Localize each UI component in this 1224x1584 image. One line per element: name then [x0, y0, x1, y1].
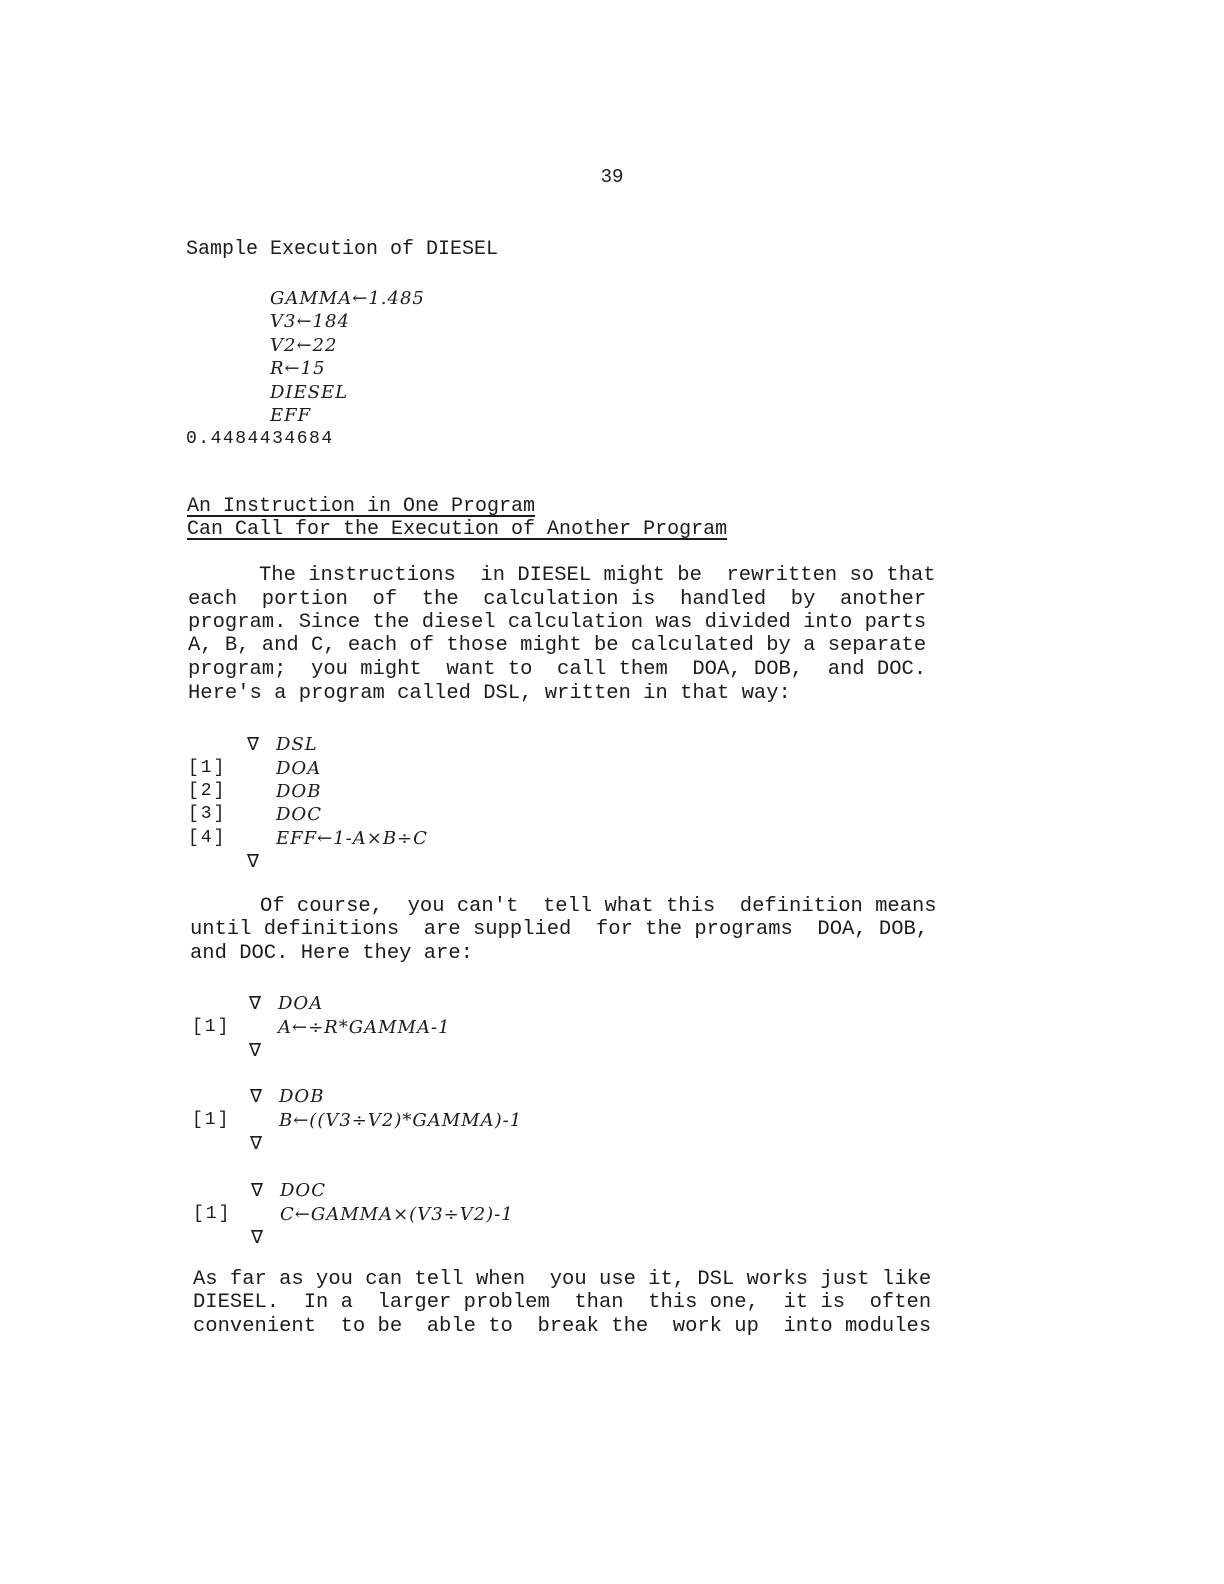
dsl-line-code-3: DOC: [276, 804, 322, 825]
del-open-icon: ∇: [247, 734, 260, 755]
sample-line-diesel: DIESEL: [270, 382, 349, 403]
para1-line-5: program; you might want to call them DOA, DOB, and DOC.: [188, 658, 927, 681]
page-number: 39: [600, 166, 624, 188]
dsl-line-code-2: DOB: [276, 781, 322, 802]
para2-line-2: until definitions are supplied for the programs DOA, DOB,: [190, 918, 929, 941]
heading-line-2: Can Call for the Execution of Another Program: [187, 518, 728, 541]
dsl-line-num-2: [2]: [188, 781, 227, 801]
doc-line-code-1: C←GAMMA×(V3÷V2)-1: [280, 1204, 514, 1225]
doa-line-num-1: [1]: [192, 1017, 231, 1037]
para1-line-4: A, B, and C, each of those might be calculated by a separate: [188, 634, 927, 657]
dob-name: DOB: [279, 1086, 325, 1107]
dob-line-code-1: B←((V3÷V2)*GAMMA)-1: [279, 1110, 523, 1131]
para3-line-1: As far as you can tell when you use it, DSL works just like: [193, 1268, 932, 1291]
dsl-line-code-1: DOA: [276, 758, 322, 779]
para1-line-6: Here's a program called DSL, written in that way:: [188, 682, 791, 705]
sample-output: 0.4484434684: [186, 429, 334, 449]
dob-line-num-1: [1]: [192, 1110, 231, 1130]
del-close-icon: ∇: [251, 1227, 264, 1248]
dsl-line-num-4: [4]: [188, 828, 227, 848]
sample-line-v2: V2←22: [270, 335, 338, 356]
section-title: Sample Execution of DIESEL: [186, 238, 499, 261]
heading-line-1: An Instruction in One Program: [187, 495, 536, 518]
del-open-icon: ∇: [249, 993, 262, 1014]
del-close-icon: ∇: [247, 851, 260, 872]
doc-line-num-1: [1]: [193, 1204, 232, 1224]
del-close-icon: ∇: [250, 1133, 263, 1154]
para2-line-3: and DOC. Here they are:: [190, 942, 473, 965]
sample-line-gamma: GAMMA←1.485: [270, 288, 425, 309]
para1-line-3: program. Since the diesel calculation was divided into parts: [188, 611, 927, 634]
dsl-line-code-4: EFF←1-A×B÷C: [276, 828, 428, 849]
para1-line-2: each portion of the calculation is handled by another: [188, 588, 927, 611]
dsl-name: DSL: [276, 734, 318, 755]
dsl-line-num-3: [3]: [188, 804, 227, 824]
para3-line-2: DIESEL. In a larger problem than this one, it is often: [193, 1291, 932, 1314]
sample-line-r: R←15: [270, 358, 326, 379]
para1-line-1: The instructions in DIESEL might be rewritten so that: [259, 564, 936, 587]
doa-name: DOA: [278, 993, 324, 1014]
dsl-line-num-1: [1]: [188, 758, 227, 778]
para3-line-3: convenient to be able to break the work up into modules: [193, 1315, 932, 1338]
doa-line-code-1: A←÷R*GAMMA-1: [278, 1017, 451, 1038]
del-open-icon: ∇: [251, 1180, 264, 1201]
del-open-icon: ∇: [250, 1086, 263, 1107]
doc-name: DOC: [280, 1180, 326, 1201]
sample-line-eff: EFF: [270, 405, 312, 426]
sample-line-v3: V3←184: [270, 311, 350, 332]
para2-line-1: Of course, you can't tell what this definition means: [260, 895, 937, 918]
del-close-icon: ∇: [249, 1040, 262, 1061]
